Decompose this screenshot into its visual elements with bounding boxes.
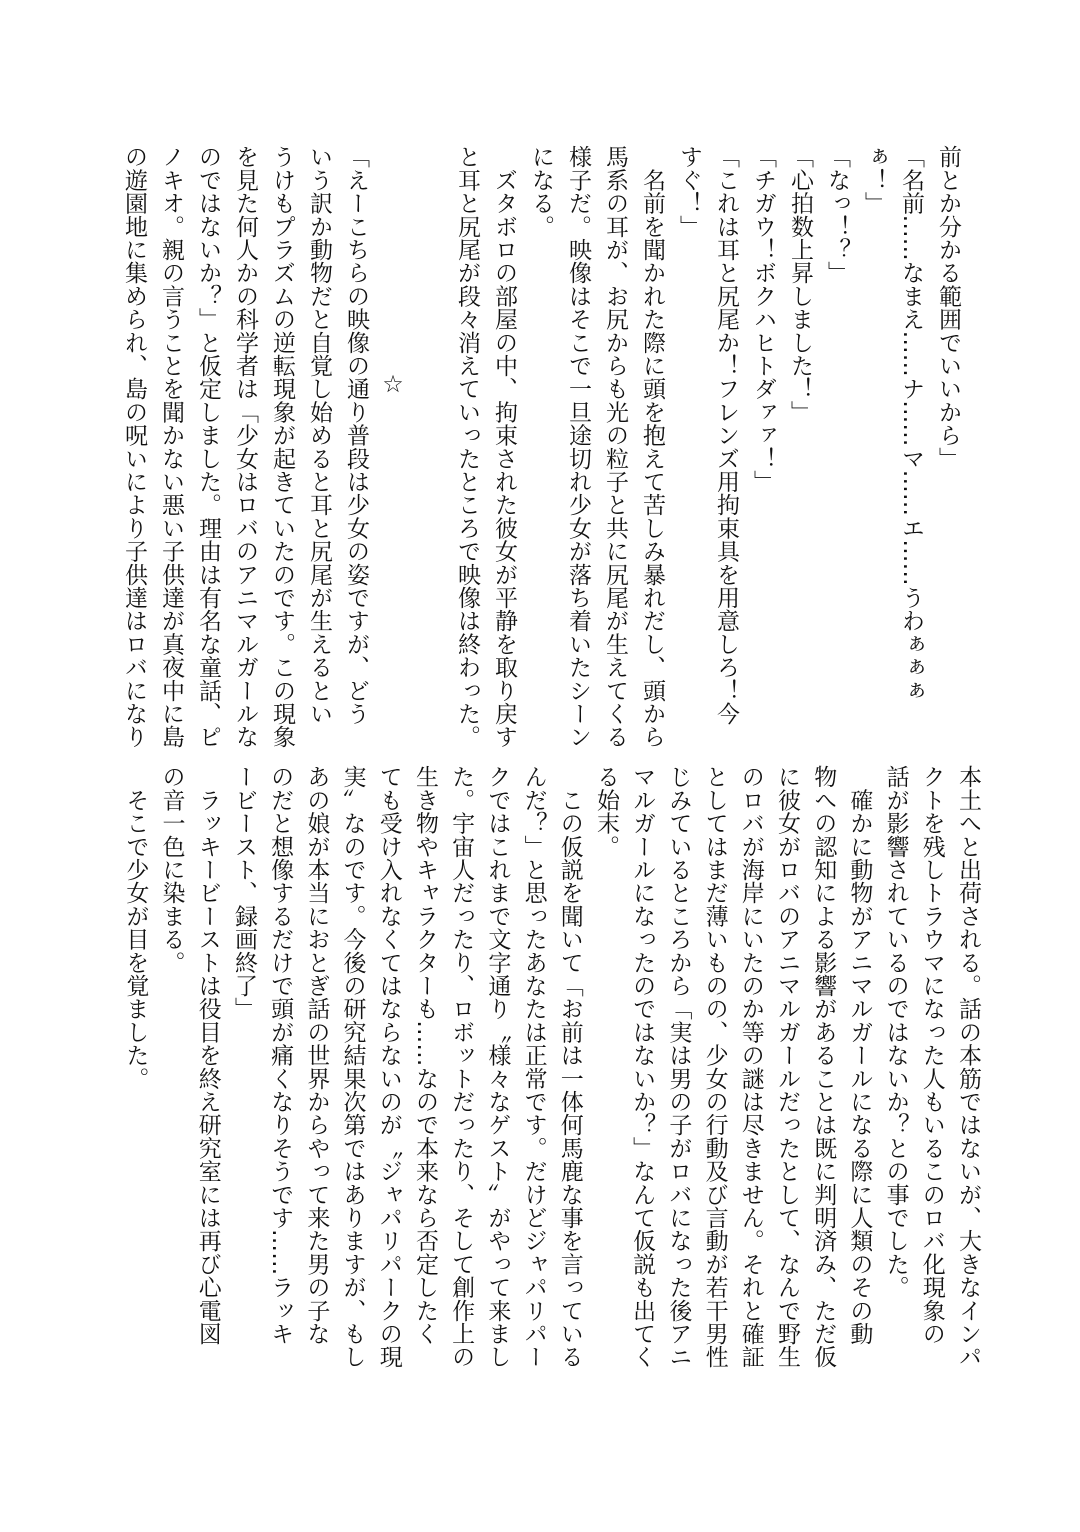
text-line: ても受け入れなくてはならないのが〝ジャパリパークの現 <box>375 765 402 1369</box>
text-line: 名前を聞かれた際に頭を抱えて苦しみ暴れだし、頭から <box>639 145 665 749</box>
text-line: 「名前……なまえ……ナ……マ……エ……うわぁぁぁ <box>898 145 924 702</box>
text-line: 様子だ。映像はそこで一旦途切れ少女が落ち着いたシーン <box>565 145 591 749</box>
text-line: た。宇宙人だったり、ロボットだったり、そして創作上の <box>448 765 475 1369</box>
text-line: 「チガウ！ボクハヒトダァァ！」 <box>750 145 776 493</box>
text-line: クではこれまで文字通り〝様々なゲスト〟がやって来まし <box>484 765 511 1369</box>
section-separator-star: ☆ <box>379 370 407 399</box>
text-line: あの娘が本当におとぎ話の世界からやって来た男の子な <box>303 765 330 1345</box>
text-line: 確かに動物がアニマルガールになる際に人類のその動 <box>846 765 873 1345</box>
text-line: 「これは耳と尻尾か！フレンズ用拘束具を用意しろ！今 <box>713 145 739 725</box>
text-line: ラッキービーストは役目を終え研究室には再び心電図 <box>194 765 221 1345</box>
blank-column <box>411 145 448 765</box>
text-line: ズタボロの部屋の中、拘束された彼女が平静を取り戻す <box>491 145 517 749</box>
text-line: マルガールになったのではないか？」なんて仮説も出てく <box>629 765 656 1369</box>
text-line: いう訳か動物だと自覚し始めると耳と尻尾が生えるとい <box>306 145 332 725</box>
text-line: 話が影響されているのではないか？との事でした。 <box>882 765 909 1299</box>
text-line: と耳と尻尾が段々消えていったところで映像は終わった。 <box>454 145 480 749</box>
text-line: のだと想像するだけで頭が痛くなりそうです……ラッキ <box>267 765 294 1345</box>
text-line: すぐ！」 <box>676 145 702 238</box>
text-line: の音一色に染まる。 <box>158 765 185 974</box>
text-line: のロバが海岸にいたのか等の謎は尽きません。それと確証 <box>737 765 764 1369</box>
text-line: 馬系の耳が、お尻からも光の粒子と共に尻尾が生えてくる <box>602 145 628 749</box>
text-line: 「えーこちらの映像の通り普段は少女の姿ですが、どう <box>343 145 369 725</box>
text-line: んだ？」と思ったあなたは正常です。だけどジャパリパー <box>520 765 547 1369</box>
text-line: としてはまだ薄いものの、少女の行動及び言動が若干男性 <box>701 765 728 1369</box>
text-line: 「なっ！？」 <box>824 145 850 285</box>
text-line: 物への認知による影響があることは既に判明済み、ただ仮 <box>810 765 837 1369</box>
text-line: ぁ！」 <box>861 145 887 215</box>
text-line: そこで少女が目を覚ました。 <box>122 765 149 1090</box>
text-line: この仮説を聞いて「お前は一体何馬鹿な事を言っている <box>556 765 583 1369</box>
text-line: うけもプラズムの逆転現象が起きていたのです。この現象 <box>269 145 295 749</box>
text-line: に彼女がロバのアニマルガールだったとして、なんで野生 <box>773 765 800 1369</box>
text-block-upper <box>115 145 966 765</box>
text-line: ービースト、録画終了」 <box>230 765 257 1021</box>
text-line: じみているところから「実は男の子がロバになった後アニ <box>665 765 692 1369</box>
text-line: になる。 <box>528 145 554 238</box>
text-line: を見た何人かの科学者は「少女はロバのアニマルガールな <box>232 145 258 749</box>
text-line: 「心拍数上昇しました！」 <box>787 145 813 424</box>
text-line: る始末。 <box>592 765 619 858</box>
text-line: 本土へと出荷される。話の本筋ではないが、大きなインパ <box>955 765 981 1369</box>
text-line: 前とか分かる範囲でいいから」 <box>935 145 961 470</box>
text-line: の遊園地に集められ、島の呪いにより子供達はロバになり <box>121 145 147 749</box>
text-block-lower <box>117 765 986 1405</box>
text-line: 生き物やキャラクターも……なので本来なら否定したく <box>411 765 438 1345</box>
text-line: ノキオ。親の言うことを聞かない悪い子供達が真夜中に島 <box>158 145 184 749</box>
text-line: のではないか？」と仮定しました。理由は有名な童話、ピ <box>195 145 221 749</box>
text-line: クトを残しトラウマになった人もいるこのロバ化現象の <box>918 765 945 1345</box>
text-line: 実〟なのです。今後の研究結果次第ではありますが、もし <box>339 765 366 1369</box>
